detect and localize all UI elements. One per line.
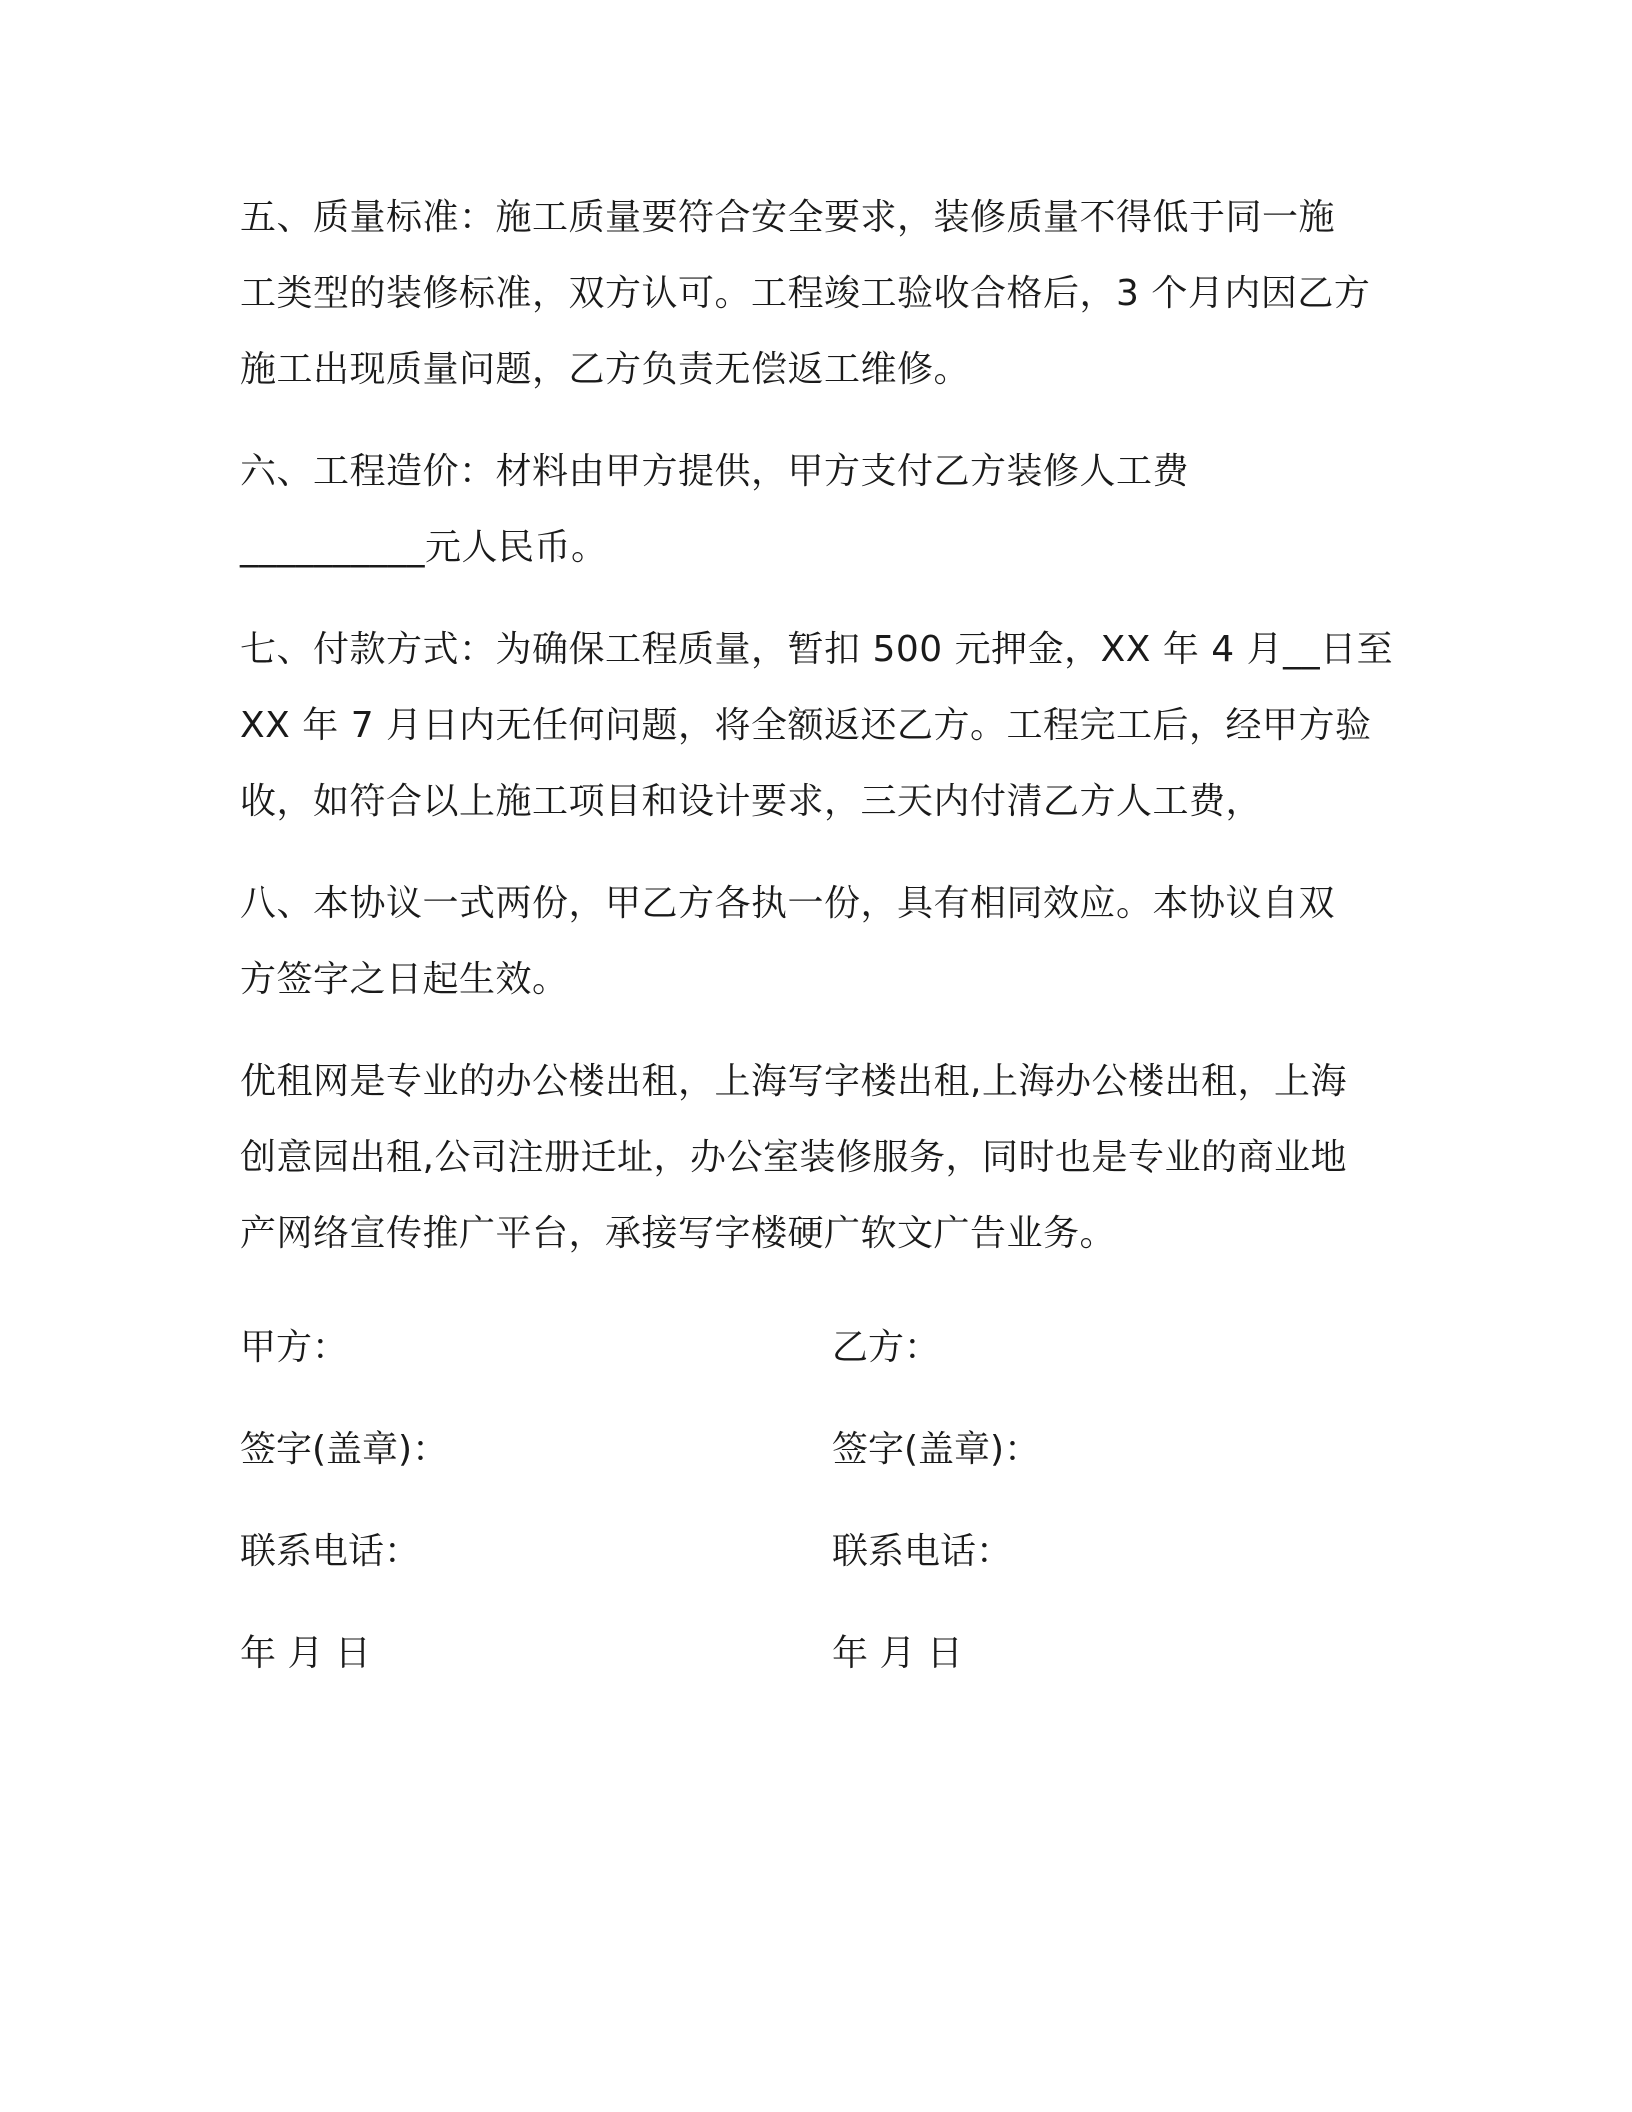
clause-price-line-1: 六、工程造价：材料由甲方提供，甲方支付乙方装修人工费 xyxy=(240,451,1190,492)
ad-paragraph-line-3: 产网络宣传推广平台，承接写字楼硬广软文广告业务。 xyxy=(240,1213,1117,1254)
clause-copies-line-2: 方签字之日起生效。 xyxy=(240,959,569,1000)
party-a-phone-label: 联系电话： xyxy=(240,1531,421,1572)
party-a-date-label: 年 月 日 xyxy=(240,1633,371,1674)
clause-payment-line-1: 七、付款方式：为确保工程质量，暂扣 500 元押金，XX 年 4 月__日至 xyxy=(240,629,1394,670)
ad-paragraph-line-1: 优租网是专业的办公楼出租，上海写字楼出租,上海办公楼出租，上海 xyxy=(240,1061,1347,1102)
party-b-signature-label: 签字(盖章)： xyxy=(832,1429,1041,1470)
ad-paragraph-line-2: 创意园出租,公司注册迁址，办公室装修服务，同时也是专业的商业地 xyxy=(240,1137,1347,1178)
party-a-label: 甲方： xyxy=(240,1327,349,1368)
clause-quality-line-3: 施工出现质量问题，乙方负责无偿返工维修。 xyxy=(240,349,971,390)
party-b-label: 乙方： xyxy=(832,1327,941,1368)
clause-quality-line-2: 工类型的装修标准，双方认可。工程竣工验收合格后，3 个月内因乙方 xyxy=(240,273,1371,314)
clause-quality-line-1: 五、质量标准：施工质量要符合安全要求，装修质量不得低于同一施 xyxy=(240,197,1336,238)
clause-price-line-2: __________元人民币。 xyxy=(240,527,608,568)
party-b-date-label: 年 月 日 xyxy=(832,1633,963,1674)
clause-payment-line-3: 收，如符合以上施工项目和设计要求，三天内付清乙方人工费， xyxy=(240,781,1263,822)
clause-copies-line-1: 八、本协议一式两份，甲乙方各执一份，具有相同效应。本协议自双 xyxy=(240,883,1336,924)
party-b-phone-label: 联系电话： xyxy=(832,1531,1013,1572)
party-a-signature-label: 签字(盖章)： xyxy=(240,1429,449,1470)
clause-payment-line-2: XX 年 7 月日内无任何问题，将全额返还乙方。工程完工后，经甲方验 xyxy=(240,705,1372,746)
